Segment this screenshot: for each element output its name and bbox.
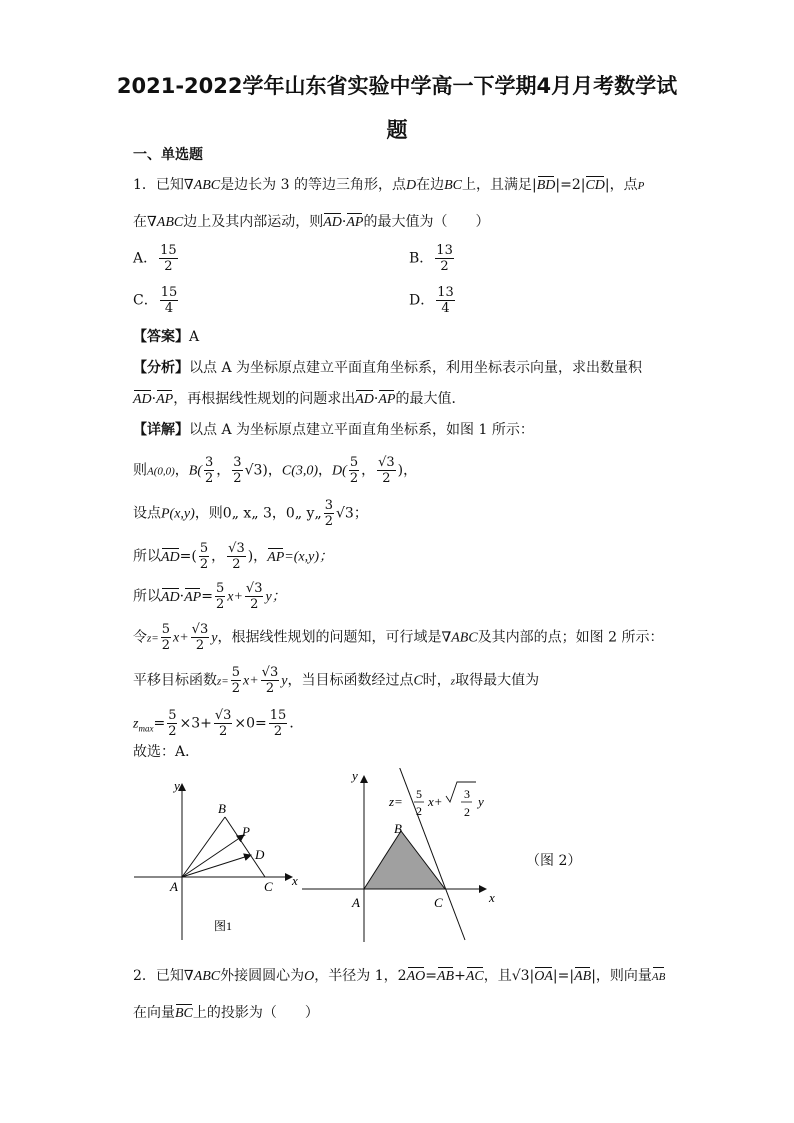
text: =( bbox=[179, 548, 197, 565]
text: 外接圆圆心为 bbox=[220, 968, 305, 984]
point-o: O bbox=[304, 969, 315, 984]
numerator: 15 bbox=[160, 243, 177, 258]
vector-bd: BD bbox=[537, 176, 556, 196]
text: z= bbox=[217, 675, 229, 688]
numerator: √3 bbox=[228, 541, 245, 556]
fraction bbox=[324, 498, 334, 529]
dot-operator: · bbox=[373, 391, 379, 407]
denominator: 2 bbox=[324, 514, 333, 529]
label-y: y bbox=[174, 778, 180, 793]
text: ， bbox=[318, 462, 333, 479]
text: = bbox=[557, 968, 570, 984]
option-a bbox=[133, 243, 180, 274]
analysis-line2 bbox=[133, 389, 465, 410]
text: ，点 bbox=[609, 177, 638, 193]
text: ， bbox=[211, 548, 226, 565]
text: 令 bbox=[133, 629, 147, 646]
text: 上的投影为（ ） bbox=[192, 1005, 319, 1021]
fraction bbox=[215, 581, 225, 612]
numerator: 3 bbox=[205, 455, 214, 470]
numerator: √3 bbox=[261, 665, 279, 680]
text: y； bbox=[265, 589, 286, 605]
eq-root-den: 2 bbox=[464, 805, 470, 819]
text: ，根据线性规划的问题知，可行域是 bbox=[217, 629, 442, 646]
text: 2．已知 bbox=[133, 968, 184, 984]
side-ab bbox=[182, 817, 225, 877]
detail-text: 以点 A 为坐标原点建立平面直角坐标系，如图 1 所示： bbox=[189, 422, 534, 438]
vector-ap: AP bbox=[267, 548, 284, 568]
text: 在向量 bbox=[133, 1005, 175, 1021]
denominator: 2 bbox=[273, 724, 283, 739]
text: 设点 bbox=[133, 505, 161, 522]
numerator: 5 bbox=[215, 581, 225, 596]
numerator: 5 bbox=[231, 665, 240, 680]
label-b: B bbox=[394, 821, 402, 836]
numerator: 5 bbox=[168, 708, 177, 723]
point-c: C bbox=[413, 673, 423, 689]
option-label: A． bbox=[133, 250, 158, 267]
eq-y: y bbox=[478, 794, 484, 809]
numerator: 13 bbox=[437, 285, 454, 300]
fraction bbox=[245, 581, 264, 612]
label-x: x bbox=[489, 890, 495, 905]
option-label: D． bbox=[409, 292, 435, 309]
text: ，则向量 bbox=[595, 968, 652, 984]
text: 边上及其内部运动，则 bbox=[183, 214, 324, 230]
point-d: D bbox=[405, 178, 417, 193]
vector-ab: AB bbox=[574, 967, 591, 987]
numerator: 5 bbox=[199, 541, 209, 556]
denominator: 2 bbox=[232, 557, 241, 572]
option-label: B． bbox=[409, 250, 434, 267]
text: 在边 bbox=[416, 177, 445, 193]
triangle-symbol: ∇ bbox=[441, 629, 452, 646]
text: 时， bbox=[422, 672, 451, 689]
text: ，且 bbox=[483, 968, 512, 984]
option-c bbox=[133, 285, 180, 316]
option-d bbox=[409, 285, 457, 316]
vector-ab: AB bbox=[652, 967, 665, 987]
text: ，半径为 1， bbox=[314, 968, 398, 984]
analysis-line1 bbox=[133, 358, 642, 378]
triangle-name: ABC bbox=[193, 969, 221, 984]
text: x+ bbox=[227, 589, 243, 605]
analysis-text: 的最大值． bbox=[395, 391, 466, 407]
zmax-line bbox=[133, 708, 303, 739]
fraction bbox=[199, 541, 209, 572]
text: √3) bbox=[244, 462, 268, 479]
text: √3 bbox=[511, 968, 530, 984]
text: 所以 bbox=[133, 548, 161, 565]
fraction bbox=[231, 665, 241, 696]
numerator: 3 bbox=[233, 455, 242, 470]
option-fraction bbox=[436, 285, 455, 316]
section-heading: 一、单选题 bbox=[133, 147, 203, 163]
denominator: 2 bbox=[195, 638, 205, 653]
figure-2 bbox=[300, 768, 505, 944]
text: ， bbox=[174, 462, 189, 479]
point-a-coords: A(0,0) bbox=[147, 465, 175, 478]
denominator: 2 bbox=[440, 259, 449, 274]
text: 则 bbox=[133, 462, 147, 479]
option-fraction bbox=[435, 243, 454, 274]
triangle-name: ABC bbox=[193, 178, 221, 193]
set-p-line bbox=[133, 498, 368, 529]
label-y: y bbox=[352, 768, 358, 783]
triangle-name: ABC bbox=[156, 215, 184, 230]
detail-tag: 【详解】 bbox=[133, 422, 189, 438]
text: =(x,y)； bbox=[284, 549, 333, 565]
text: = bbox=[153, 715, 166, 732]
text: 2 bbox=[397, 968, 407, 984]
vector-bc: BC bbox=[175, 1004, 193, 1024]
vector-cd: CD bbox=[585, 176, 604, 196]
figure-1 bbox=[130, 770, 310, 948]
numerator: √3 bbox=[191, 622, 209, 637]
fraction bbox=[261, 665, 280, 696]
eq-num: 5 bbox=[416, 787, 422, 801]
option-b bbox=[409, 243, 456, 274]
vector-ap: AP bbox=[184, 588, 201, 608]
numerator: 13 bbox=[436, 243, 453, 258]
label-c: C bbox=[434, 895, 443, 910]
eq-z: z= bbox=[389, 794, 403, 809]
text: z bbox=[133, 716, 139, 732]
shift-line bbox=[133, 665, 539, 696]
denominator: 4 bbox=[441, 301, 450, 316]
numerator: √3 bbox=[378, 455, 395, 470]
text: ， bbox=[361, 462, 376, 479]
dot-operator: · bbox=[151, 391, 157, 407]
text: ． bbox=[289, 715, 304, 732]
label-x: x bbox=[292, 873, 298, 888]
eq-root-num: 3 bbox=[464, 787, 470, 801]
text: = bbox=[201, 588, 213, 605]
point-c-coords: C(3,0) bbox=[281, 463, 319, 479]
numerator: 15 bbox=[160, 285, 178, 300]
point-p: P bbox=[637, 180, 645, 192]
segment-bc: BC bbox=[444, 178, 462, 193]
vector-ad: AD bbox=[161, 548, 180, 568]
page-title-line2: 题 bbox=[386, 118, 408, 142]
vector-ap: AP bbox=[156, 390, 173, 410]
vector-ad-line bbox=[133, 541, 333, 572]
option-fraction bbox=[159, 243, 178, 274]
answer-line bbox=[133, 327, 199, 347]
q1-stem-line2 bbox=[133, 212, 489, 233]
dot-operator: · bbox=[341, 214, 347, 230]
numerator: 15 bbox=[269, 708, 287, 723]
analysis-text: 以点 A 为坐标原点建立平面直角坐标系，利用坐标表示向量，求出数量积 bbox=[189, 360, 643, 376]
eq-den: 2 bbox=[416, 804, 422, 818]
triangle-name: ABC bbox=[451, 630, 478, 646]
denominator: 2 bbox=[205, 471, 214, 486]
text: 平移目标函数 bbox=[133, 672, 217, 689]
label-c: C bbox=[264, 879, 273, 894]
dot-product-line bbox=[133, 581, 286, 612]
analysis-tag: 【分析】 bbox=[133, 360, 189, 376]
text: ，则0„ x„ 3，0„ y„ bbox=[194, 505, 322, 522]
fraction bbox=[227, 541, 246, 572]
denominator: 2 bbox=[215, 597, 225, 612]
label-b: B bbox=[218, 801, 226, 816]
eq-x: x+ bbox=[428, 794, 443, 809]
vector-ap: AP bbox=[346, 213, 363, 233]
fraction bbox=[269, 708, 288, 739]
denominator: 2 bbox=[382, 471, 391, 486]
option-fraction bbox=[160, 285, 179, 316]
choose-line: 故选：A． bbox=[133, 744, 200, 760]
detail-line1 bbox=[133, 420, 534, 440]
denominator: 2 bbox=[218, 724, 228, 739]
text: =2 bbox=[560, 177, 581, 193]
let-z-line bbox=[133, 622, 664, 653]
label-a: A bbox=[352, 895, 360, 910]
vector-ap-arrow bbox=[182, 835, 244, 877]
feasible-region bbox=[364, 831, 445, 889]
vector-ad: AD bbox=[133, 390, 152, 410]
text: ， bbox=[267, 462, 282, 479]
fraction bbox=[377, 455, 396, 486]
text: y bbox=[211, 630, 218, 646]
fraction bbox=[204, 455, 214, 486]
page-title-line1: 2021-2022学年山东省实验中学高一下学期4月月考数学试 bbox=[116, 74, 678, 98]
triangle-symbol: ∇ bbox=[147, 214, 157, 230]
text: 在 bbox=[133, 214, 147, 230]
vector-ap: AP bbox=[378, 390, 395, 410]
text: √3； bbox=[335, 505, 368, 522]
text: ×0= bbox=[234, 715, 267, 732]
text: 的最大值为（ ） bbox=[363, 214, 490, 230]
vector-oa: OA bbox=[534, 967, 553, 987]
text: )， bbox=[247, 548, 268, 565]
label-d: D bbox=[255, 847, 265, 862]
point-p-coords: P(x,y) bbox=[161, 506, 195, 522]
vector-ad-arrow bbox=[182, 855, 251, 877]
text: z= bbox=[147, 632, 159, 645]
text: 所以 bbox=[133, 588, 161, 605]
vector-ao: AO bbox=[407, 967, 426, 987]
denominator: 2 bbox=[250, 597, 259, 612]
text: )， bbox=[397, 462, 418, 479]
denominator: 2 bbox=[168, 724, 177, 739]
denominator: 2 bbox=[199, 557, 209, 572]
q2-stem-line2 bbox=[133, 1003, 319, 1024]
numerator: √3 bbox=[245, 581, 263, 596]
fraction bbox=[167, 708, 177, 739]
answer-tag: 【答案】 bbox=[133, 329, 189, 345]
denominator: 2 bbox=[265, 681, 275, 696]
label-p: P bbox=[242, 824, 250, 839]
fraction bbox=[191, 622, 210, 653]
text: 及其内部的点；如图 2 所示： bbox=[477, 629, 664, 646]
fraction bbox=[214, 708, 233, 739]
text: ×3+ bbox=[179, 715, 212, 732]
denominator: 2 bbox=[164, 259, 173, 274]
fraction bbox=[349, 455, 359, 486]
q1-stem-line1: 1．已知∇ABC是边长为 3 的等边三角形，点D在边BC上，且满足|BD|=2|CD|，点P bbox=[133, 175, 644, 196]
denominator: 2 bbox=[161, 638, 170, 653]
text: x+ bbox=[173, 630, 189, 646]
triangle-symbol: ∇ bbox=[183, 968, 194, 984]
text: = bbox=[425, 968, 437, 984]
fraction bbox=[232, 455, 242, 486]
vector-ac: AC bbox=[466, 967, 484, 987]
figure-2-caption: （图 2） bbox=[526, 853, 582, 869]
text: 是边长为 3 的等边三角形，点 bbox=[220, 177, 406, 193]
text: 取得最大值为 bbox=[455, 672, 540, 689]
denominator: 2 bbox=[233, 471, 242, 486]
figure-1-caption: 图1 bbox=[214, 919, 233, 933]
coords-line bbox=[133, 455, 417, 486]
denominator: 4 bbox=[164, 301, 174, 316]
q2-stem-line1: 2．已知∇ABC外接圆圆心为O，半径为 1，2AO=AB+AC，且√3|OA|=|AB|，则向量AB bbox=[133, 966, 665, 987]
text: y bbox=[281, 673, 288, 689]
vector-ab: AB bbox=[437, 967, 454, 987]
option-label: C． bbox=[133, 292, 158, 309]
text: ，当目标函数经过点 bbox=[287, 672, 414, 689]
analysis-text: ，再根据线性规划的问题求出 bbox=[173, 391, 356, 407]
numerator: 5 bbox=[161, 622, 170, 637]
text: 上，且满足 bbox=[461, 177, 532, 193]
numerator: 5 bbox=[349, 455, 359, 470]
subscript: max bbox=[138, 723, 154, 734]
point-b-label: B( bbox=[188, 463, 203, 479]
denominator: 2 bbox=[349, 471, 359, 486]
text: z bbox=[450, 675, 456, 688]
dot-operator: · bbox=[179, 588, 185, 605]
text: + bbox=[454, 968, 466, 984]
answer-value: A bbox=[189, 329, 200, 345]
vector-ad: AD bbox=[323, 213, 342, 233]
vector-ad: AD bbox=[161, 588, 180, 608]
sqrt-sign bbox=[446, 782, 476, 802]
vector-ad: AD bbox=[355, 390, 374, 410]
numerator: 3 bbox=[324, 498, 333, 513]
label-a: A bbox=[170, 879, 178, 894]
denominator: 2 bbox=[231, 681, 240, 696]
text: ， bbox=[216, 462, 231, 479]
text: x+ bbox=[243, 673, 259, 689]
text: 1．已知 bbox=[133, 177, 184, 193]
point-d-label: D( bbox=[332, 463, 347, 479]
triangle-symbol: ∇ bbox=[183, 177, 194, 193]
fraction bbox=[161, 622, 171, 653]
numerator: √3 bbox=[214, 708, 232, 723]
